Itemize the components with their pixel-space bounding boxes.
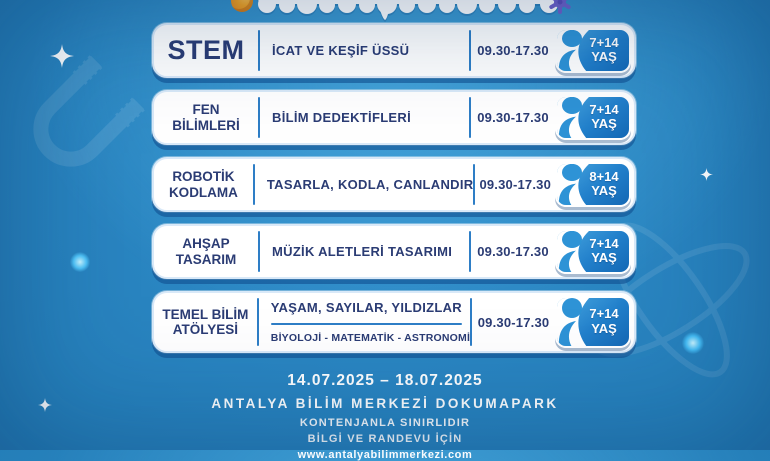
age-range: 8+14 bbox=[589, 168, 619, 184]
glow-dot bbox=[70, 252, 90, 272]
date-range: 14.07.2025 – 18.07.2025 bbox=[287, 372, 483, 389]
age-text bbox=[583, 103, 625, 133]
age-range: 7+14 bbox=[589, 235, 619, 251]
sparkle-icon bbox=[700, 168, 713, 181]
gear-icon bbox=[548, 0, 572, 14]
description-cell: BİLİM DEDEKTİFLERİ bbox=[272, 110, 412, 125]
schedule-row bbox=[152, 23, 636, 78]
category-cell: STEM bbox=[167, 35, 245, 66]
schedule-table bbox=[152, 23, 636, 365]
age-range: 7+14 bbox=[589, 34, 619, 50]
description-cell: MÜZİK ALETLERİ TASARIMI bbox=[272, 244, 453, 259]
age-badge bbox=[555, 229, 631, 274]
location-text: ANTALYA BİLİM MERKEZİ DOKUMAPARK bbox=[211, 396, 559, 411]
age-badge bbox=[555, 28, 631, 73]
time-cell: 09.30-17.30 bbox=[477, 110, 549, 125]
category-cell: ROBOTİK KODLAMA bbox=[168, 169, 238, 200]
age-unit: YAŞ bbox=[591, 321, 617, 336]
time-cell: 09.30-17.30 bbox=[477, 314, 550, 330]
info-line: BİLGİ VE RANDEVU İÇİN bbox=[307, 433, 463, 445]
time-cell: 09.30-17.30 bbox=[477, 43, 549, 58]
description-line2: BİYOLOJİ - MATEMATİK - ASTRONOMİ bbox=[270, 332, 471, 345]
age-range: 7+14 bbox=[589, 101, 619, 117]
title-cloud-icon bbox=[257, 0, 559, 22]
description-cell bbox=[259, 293, 470, 351]
divider bbox=[271, 323, 462, 325]
age-badge bbox=[555, 296, 631, 348]
age-badge bbox=[555, 162, 631, 207]
age-unit: YAŞ bbox=[591, 49, 617, 65]
description-line1: YAŞAM, SAYILAR, YILDIZLAR bbox=[270, 299, 462, 315]
glow-dot bbox=[682, 332, 704, 354]
category-cell: TEMEL BİLİM ATÖLYESİ bbox=[162, 306, 249, 337]
age-text bbox=[583, 36, 625, 66]
age-unit: YAŞ bbox=[591, 250, 617, 266]
magnet-icon bbox=[0, 28, 172, 226]
website-text: www.antalyabilimmerkezi.com bbox=[297, 449, 473, 461]
time-cell: 09.30-17.30 bbox=[479, 177, 552, 192]
age-unit: YAŞ bbox=[591, 116, 617, 132]
category-cell: AHŞAP TASARIM bbox=[175, 236, 237, 267]
schedule-row bbox=[152, 291, 636, 353]
footer bbox=[0, 372, 770, 461]
schedule-row bbox=[152, 224, 636, 279]
age-badge bbox=[555, 95, 631, 140]
time-cell: 09.30-17.30 bbox=[477, 244, 549, 259]
age-text bbox=[583, 307, 625, 337]
age-text bbox=[583, 170, 625, 200]
schedule-row bbox=[152, 90, 636, 145]
capacity-note: KONTENJANLA SINIRLIDIR bbox=[299, 417, 471, 429]
ball-icon bbox=[231, 0, 253, 12]
age-range: 7+14 bbox=[589, 306, 619, 322]
description-cell: TASARLA, KODLA, CANLANDIR bbox=[266, 177, 474, 192]
age-unit: YAŞ bbox=[591, 183, 617, 199]
sparkle-icon bbox=[50, 44, 74, 68]
schedule-row bbox=[152, 157, 636, 212]
age-text bbox=[583, 237, 625, 267]
description-cell: İCAT VE KEŞİF ÜSSÜ bbox=[272, 43, 410, 58]
category-cell: FEN BİLİMLERİ bbox=[172, 102, 240, 133]
